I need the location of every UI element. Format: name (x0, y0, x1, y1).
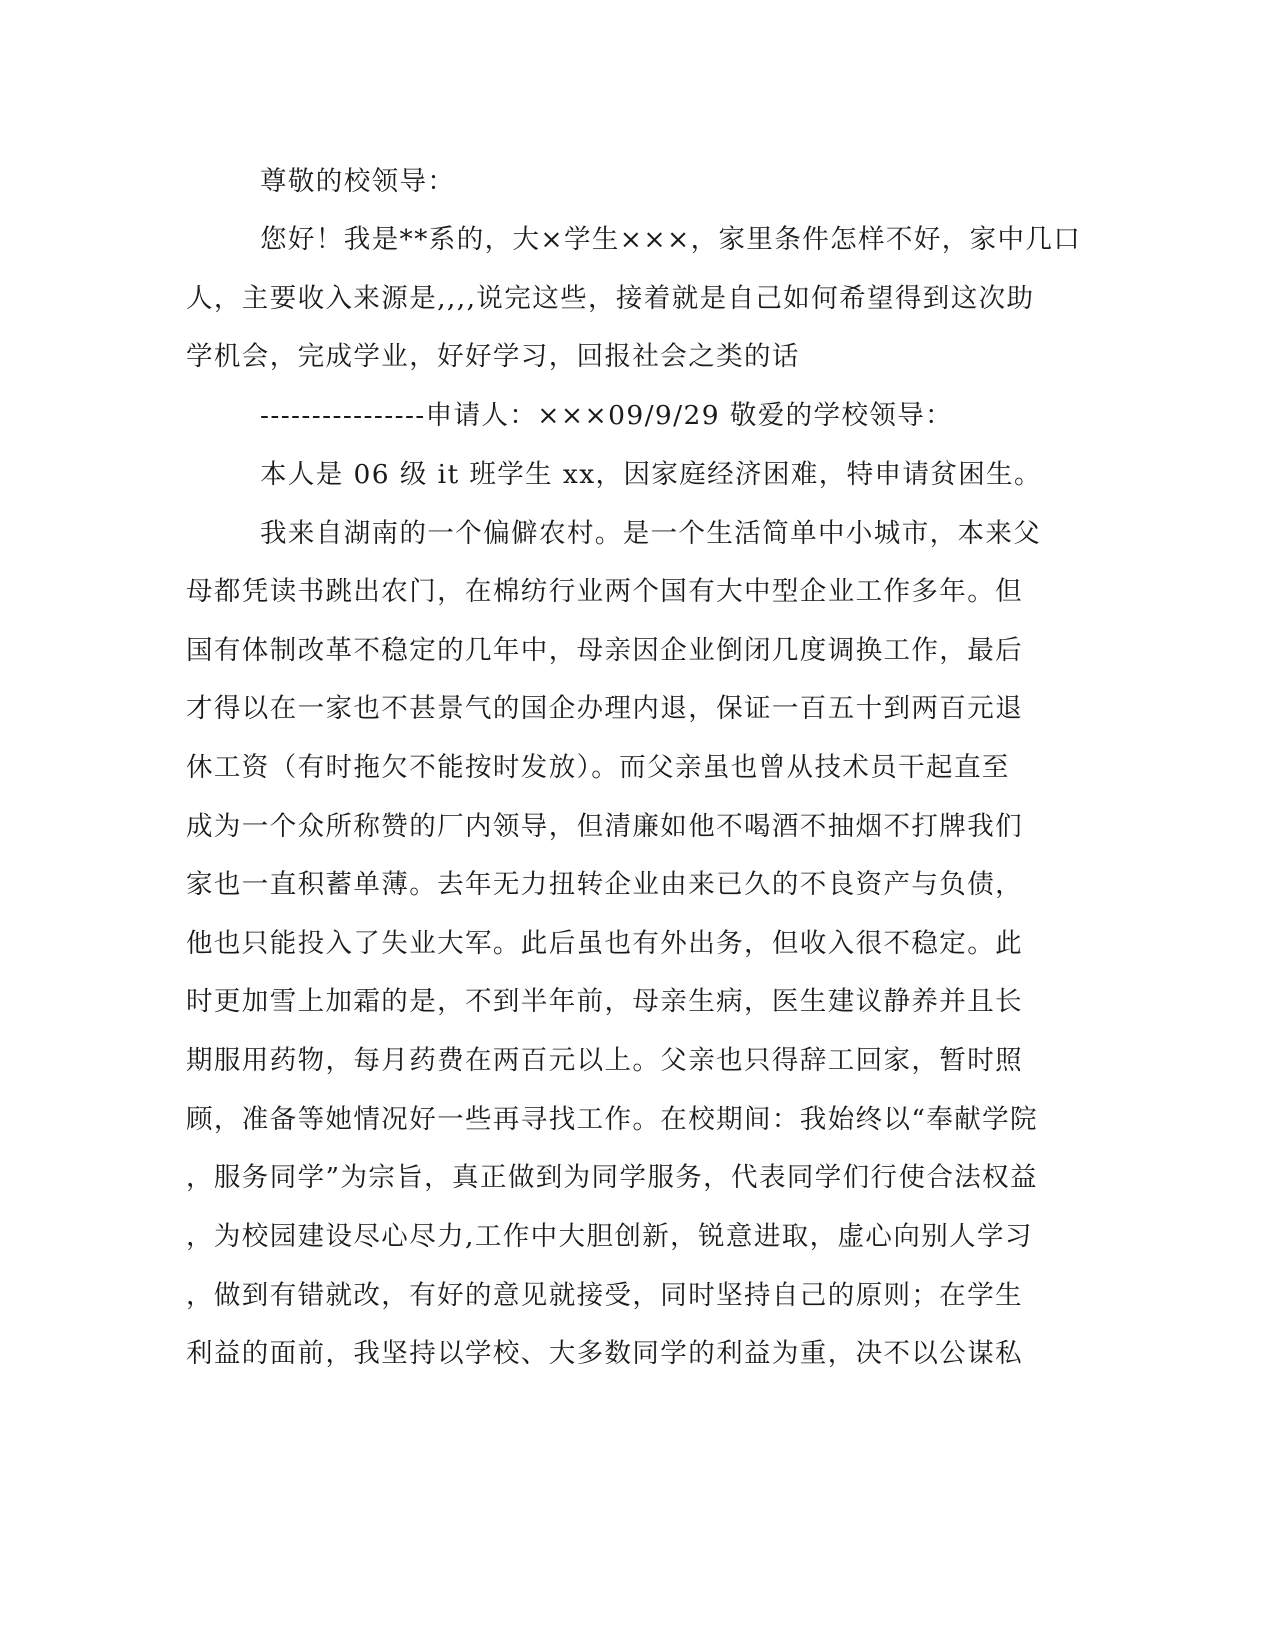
paragraph-line: 家也一直积蓄单薄。去年无力扭转企业由来已久的不良资产与负债， (186, 869, 1023, 900)
paragraph-line: ，为校园建设尽心尽力,工作中大胆创新，锐意进取，虚心向别人学习 (186, 1221, 1033, 1252)
paragraph-line: 您好！我是**系的，大×学生×××，家里条件怎样不好，家中几口 (260, 224, 1082, 255)
paragraph-line: 母都凭读书跳出农门，在棉纺行业两个国有大中型企业工作多年。但 (186, 576, 1023, 607)
paragraph-line: 才得以在一家也不甚景气的国企办理内退，保证一百五十到两百元退 (186, 693, 1023, 724)
salutation: 尊敬的校领导： (260, 166, 456, 197)
paragraph-line: 我来自湖南的一个偏僻农村。是一个生活简单中小城市，本来父 (260, 518, 1042, 549)
paragraph-line: 人，主要收入来源是,,,,说完这些，接着就是自己如何希望得到这次助 (186, 283, 1035, 314)
paragraph-line: 成为一个众所称赞的厂内领导，但清廉如他不喝酒不抽烟不打牌我们 (186, 811, 1023, 842)
paragraph-line: 休工资（有时拖欠不能按时发放）。而父亲虽也曾从技术员干起直至 (186, 752, 1010, 783)
paragraph-line: 他也只能投入了失业大军。此后虽也有外出务，但收入很不稳定。此 (186, 928, 1023, 959)
signature-line: ----------------申请人：×××09/9/29 敬爱的学校领导： (260, 400, 954, 431)
paragraph-line: 期服用药物，每月药费在两百元以上。父亲也只得辞工回家，暂时照 (186, 1045, 1023, 1076)
paragraph-line: 本人是 06 级 it 班学生 xx，因家庭经济困难，特申请贫困生。 (260, 459, 1042, 490)
paragraph-line: ，做到有错就改，有好的意见就接受，同时坚持自己的原则；在学生 (186, 1280, 1023, 1311)
paragraph-line: ，服务同学”为宗旨，真正做到为同学服务，代表同学们行使合法权益 (186, 1162, 1038, 1193)
paragraph-line: 利益的面前，我坚持以学校、大多数同学的利益为重，决不以公谋私 (186, 1338, 1023, 1369)
paragraph-line: 学机会，完成学业，好好学习，回报社会之类的话 (186, 341, 800, 372)
paragraph-line: 国有体制改革不稳定的几年中，母亲因企业倒闭几度调换工作，最后 (186, 635, 1023, 666)
paragraph-line: 时更加雪上加霜的是，不到半年前，母亲生病，医生建议静养并且长 (186, 986, 1023, 1017)
paragraph-line: 顾，准备等她情况好一些再寻找工作。在校期间：我始终以“奉献学院 (186, 1104, 1038, 1135)
